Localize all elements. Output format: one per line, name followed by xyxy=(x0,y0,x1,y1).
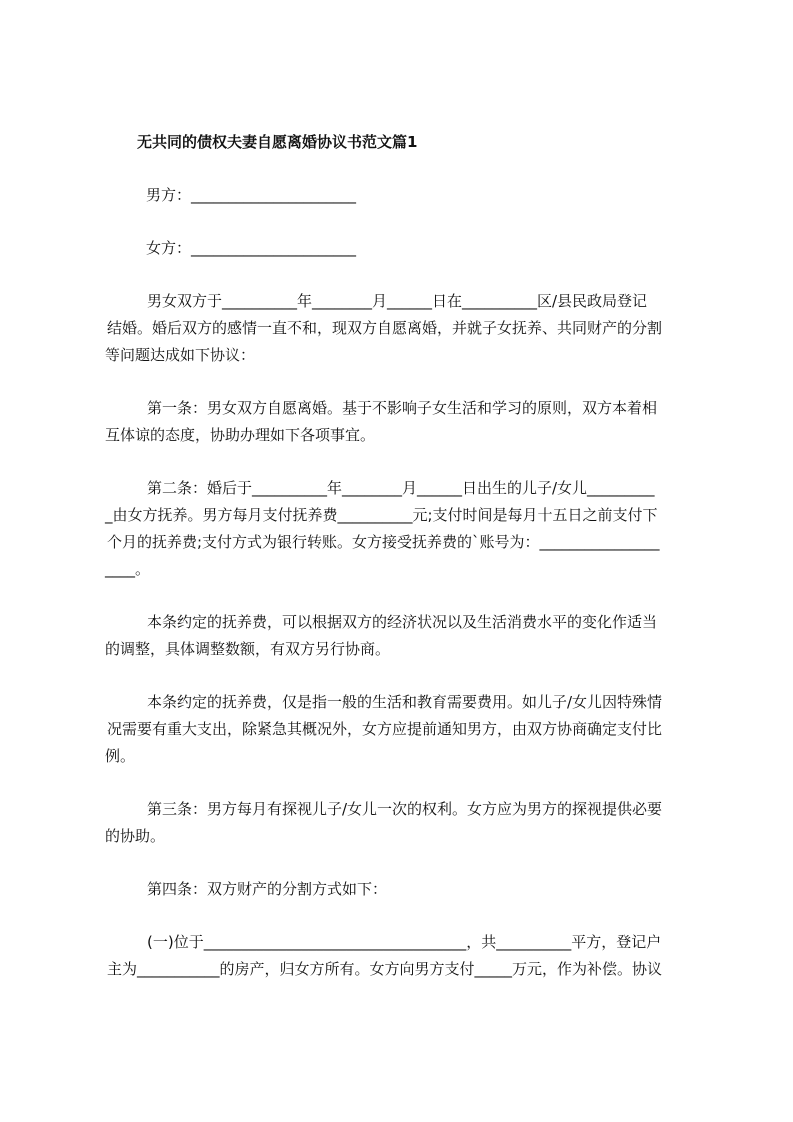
paragraph-line: 的调整，具体调整数额，有双方另行协商。 xyxy=(105,640,391,658)
paragraph-line: 个月的抚养费;支付方式为银行转账。女方接受抚养费的`账号为：________________ xyxy=(107,533,660,551)
paragraph-line: (一)位于___________________________________，共__________平方，登记户 xyxy=(147,933,662,951)
paragraph-line: 男女双方于__________年________月______日在__________区/县民政局登记 xyxy=(147,292,648,310)
paragraph-line: ____。 xyxy=(105,560,151,578)
paragraph-line: 本条约定的抚养费，可以根据双方的经济状况以及生活消费水平的变化作适当 xyxy=(147,613,658,631)
paragraph-line: 况需要有重大支出，除紧急其概况外，女方应提前通知男方，由双方协商确定支付比 xyxy=(107,720,663,738)
paragraph-line: 的协助。 xyxy=(105,827,166,845)
document-title: 无共同的债权夫妻自愿离婚协议书范文篇1 xyxy=(137,133,418,151)
paragraph-line: 例。 xyxy=(105,747,136,765)
paragraph-line: 第三条：男方每月有探视儿子/女儿一次的权利。女方应为男方的探视提供必要 xyxy=(147,800,663,818)
paragraph-line: 等问题达成如下协议： xyxy=(105,346,256,364)
paragraph-line: _由女方抚养。男方每月支付抚养费__________元;支付时间是每月十五日之前支付下 xyxy=(105,506,658,524)
paragraph-line: 本条约定的抚养费，仅是指一般的生活和教育需要费用。如儿子/女儿因特殊情 xyxy=(147,693,663,711)
paragraph-line: 第二条：婚后于__________年________月______日出生的儿子/女儿_________ xyxy=(147,479,655,497)
paragraph-line: 结婚。婚后双方的感情一直不和，现双方自愿离婚，并就子女抚养、共同财产的分割 xyxy=(107,319,663,337)
paragraph-line: 主为___________的房产，归女方所有。女方向男方支付_____万元，作为补偿。协议 xyxy=(107,960,663,978)
paragraph-line: 第一条：男女双方自愿离婚。基于不影响子女生活和学习的原则，双方本着相 xyxy=(147,399,658,417)
male-party-line: 男方：______________________ xyxy=(146,186,357,204)
female-party-line: 女方：______________________ xyxy=(146,239,357,257)
paragraph-line: 第四条：双方财产的分割方式如下： xyxy=(147,880,388,898)
paragraph-line: 互体谅的态度，协助办理如下各项事宜。 xyxy=(105,426,376,444)
